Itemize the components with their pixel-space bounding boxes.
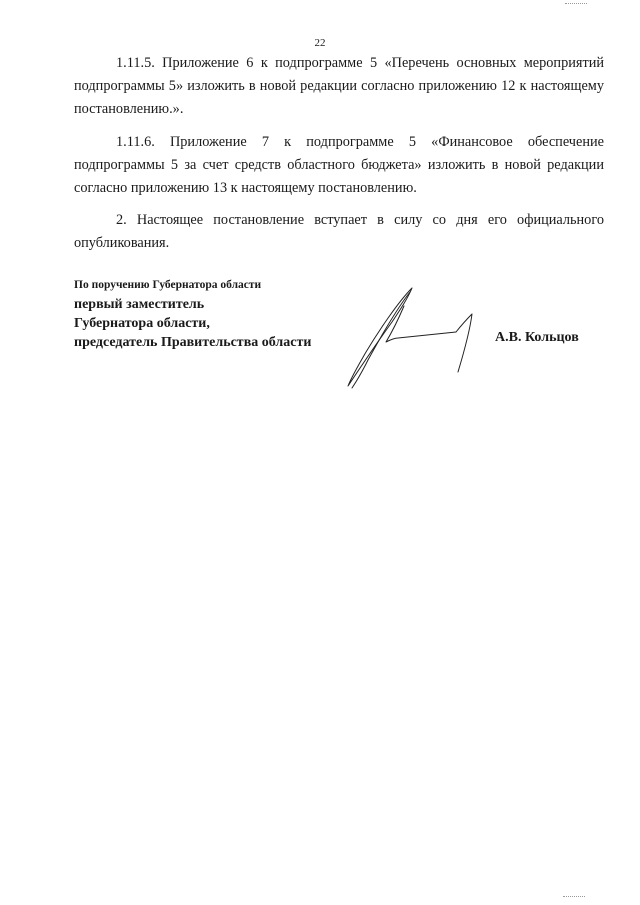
page-number: 22 bbox=[314, 37, 326, 49]
signatory-position-line: председатель Правительства области bbox=[74, 335, 312, 350]
paragraph-2: 2. Настоящее постановление вступает в силу со дня его официального опубликования. bbox=[74, 212, 604, 252]
paragraph-1-11-5: 1.11.5. Приложение 6 к подпрограмме 5 «Перечень основных мероприятий подпрограммы 5» изложить в новой редакции согласно приложению 12 к настоящему постановлению.». bbox=[74, 55, 604, 118]
margin-mark-bottom bbox=[563, 896, 585, 898]
handwritten-signature bbox=[338, 282, 478, 392]
paragraph-1-11-6: 1.11.6. Приложение 7 к подпрограмме 5 «Финансовое обеспечение подпрограммы 5 за счет средств областного бюджета» изложить в новой редакции согласно приложению 13 к настоящему постановлению. bbox=[74, 133, 604, 197]
signatory-position-line: первый заместитель bbox=[74, 297, 205, 312]
signatory-title-block bbox=[74, 276, 311, 352]
document-body bbox=[74, 52, 604, 265]
signatory-position-line: Губернатора области, bbox=[74, 316, 210, 331]
signatory-name: А.В. Кольцов bbox=[495, 330, 579, 345]
signatory-authority-line: По поручению Губернатора области bbox=[74, 279, 262, 291]
margin-mark-top bbox=[565, 3, 587, 5]
